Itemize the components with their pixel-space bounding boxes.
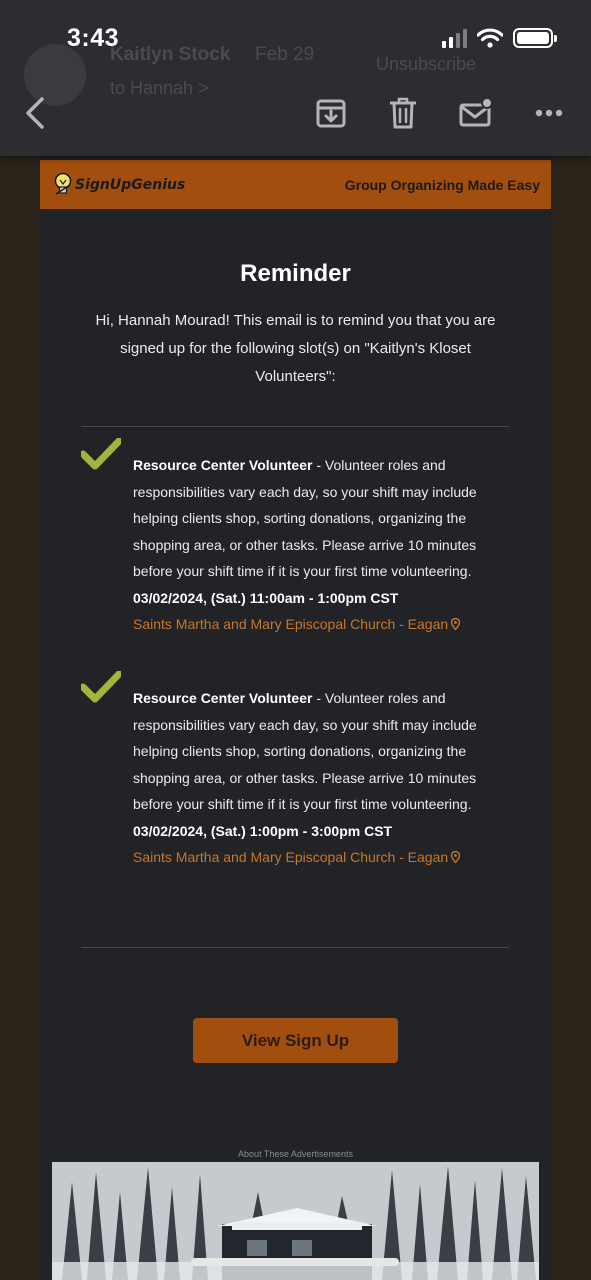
divider-top <box>81 426 509 427</box>
home-indicator[interactable] <box>191 1258 399 1266</box>
ad-label[interactable]: About These Advertisements <box>238 1149 353 1159</box>
slot-location-text: Saints Martha and Mary Episcopal Church - Eagan <box>133 849 449 865</box>
signupgenius-logo[interactable] <box>52 172 185 198</box>
slot-item <box>81 438 511 638</box>
back-button[interactable] <box>22 94 48 132</box>
slot-role: Resource Center Volunteer <box>133 457 313 473</box>
map-pin-icon <box>451 851 460 863</box>
slot-role: Resource Center Volunteer <box>133 690 313 706</box>
archive-button[interactable] <box>314 94 348 132</box>
status-icons <box>442 28 553 48</box>
slot-location-link[interactable] <box>133 611 511 638</box>
slot-details <box>133 685 511 871</box>
status-time: 3:43 <box>67 24 120 52</box>
unsubscribe-link[interactable]: Unsubscribe <box>376 54 477 74</box>
logo-text: SignUpGenius <box>75 176 186 193</box>
email-intro: Hi, Hannah Mourad! This email is to remind you that you are signed up for the following slot(s) on "Kaitlyn's Kloset Volunteers": <box>95 312 496 385</box>
checkmark-icon <box>81 671 121 703</box>
email-title: Reminder <box>240 260 351 287</box>
view-sign-up-button[interactable]: View Sign Up <box>193 1018 398 1063</box>
checkmark-icon <box>81 438 121 470</box>
email-date: Feb 29 <box>255 44 315 65</box>
trash-icon <box>390 97 416 129</box>
slot-description: - Volunteer roles and responsibilities vary each day, so your shift may include helping clients shop, sorting donations, organizing the shopping area, or other tasks. Please arrive 10 minutes before your shift time if it is your first time volunteering. <box>133 457 477 579</box>
sender-name: Kaitlyn Stock <box>110 44 231 65</box>
slot-details <box>133 452 511 638</box>
chevron-left-icon <box>25 97 45 129</box>
slot-item <box>81 671 511 871</box>
email-body <box>40 156 551 1280</box>
map-pin-icon <box>451 618 460 630</box>
wifi-icon <box>477 28 503 48</box>
slot-description: - Volunteer roles and responsibilities vary each day, so your shift may include helping clients shop, sorting donations, organizing the shopping area, or other tasks. Please arrive 10 minutes before your shift time if it is your first time volunteering. <box>133 690 477 812</box>
more-button[interactable] <box>534 94 564 132</box>
mail-unread-icon <box>459 97 493 129</box>
cellular-signal-icon <box>442 28 467 48</box>
right-margin <box>551 156 591 1280</box>
more-horizontal-icon <box>535 109 563 117</box>
slot-location-text: Saints Martha and Mary Episcopal Church - Eagan <box>133 616 449 632</box>
slot-location-link[interactable] <box>133 844 511 871</box>
archive-icon <box>316 97 346 129</box>
lightbulb-icon <box>52 172 74 198</box>
slot-datetime: 03/02/2024, (Sat.) 11:00am - 1:00pm CST <box>133 589 399 606</box>
slot-datetime: 03/02/2024, (Sat.) 1:00pm - 3:00pm CST <box>133 822 393 839</box>
trash-button[interactable] <box>388 94 418 132</box>
divider-bottom <box>81 947 509 948</box>
mark-unread-button[interactable] <box>458 94 494 132</box>
recipient-line[interactable]: to Hannah > <box>110 78 209 98</box>
banner-tagline: Group Organizing Made Easy <box>344 176 540 193</box>
mail-top-bar <box>0 0 591 156</box>
signupgenius-banner <box>40 160 551 209</box>
battery-icon <box>513 28 553 48</box>
left-margin <box>0 156 40 1280</box>
